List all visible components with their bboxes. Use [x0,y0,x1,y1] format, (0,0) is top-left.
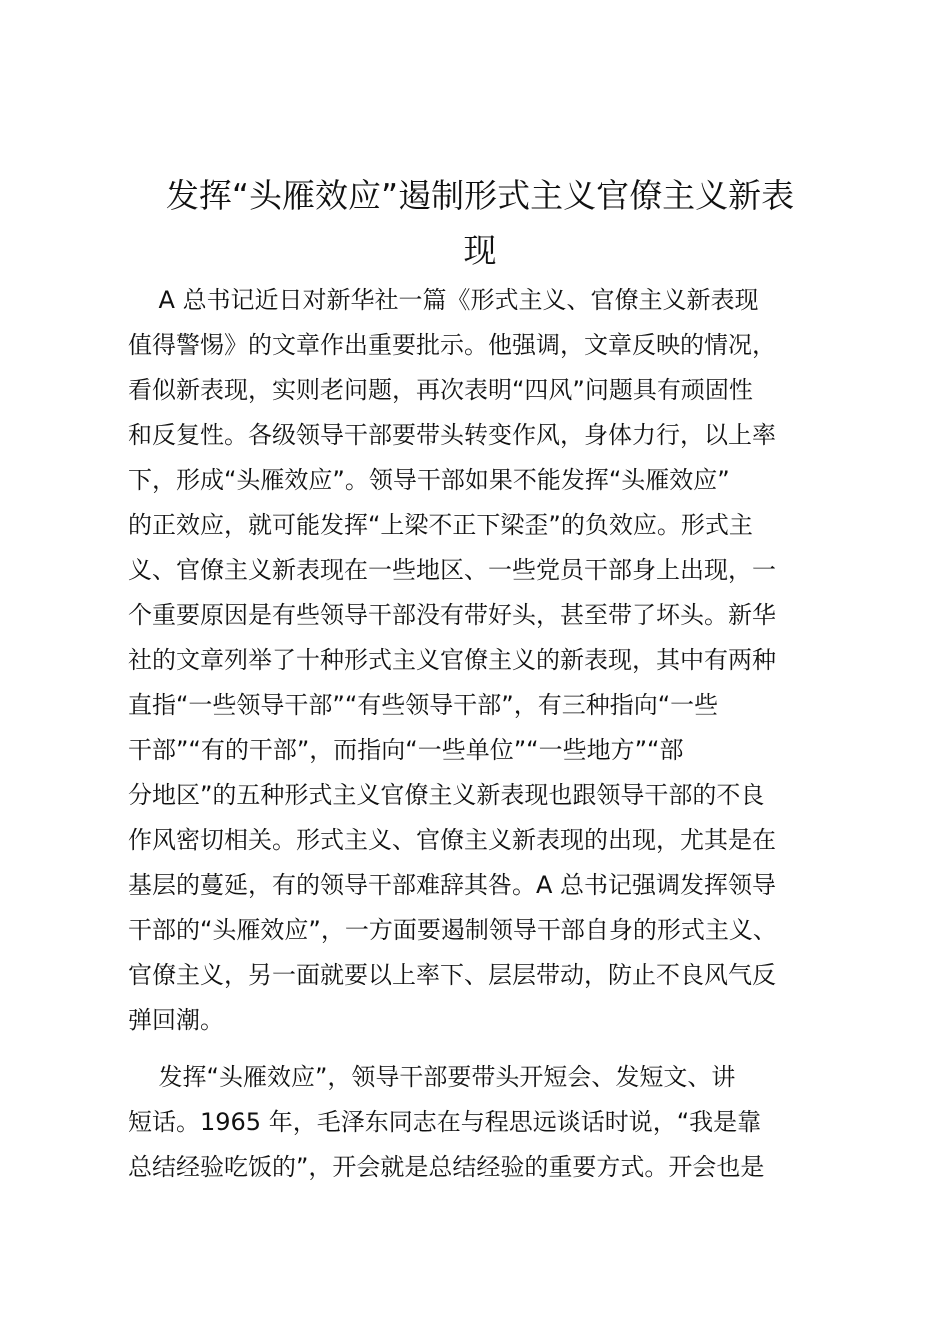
text-line: 干部”“有的干部”，而指向“一些单位”“一些地方”“部 [128,736,684,764]
text-line: 官僚主义，另一面就要以上率下、层层带动，防止不良风气反 [128,961,776,989]
document-title [110,168,850,278]
text-line: 作风密切相关。形式主义、官僚主义新表现的出现，尤其是在 [128,826,776,854]
title-line: 发挥“头雁效应”遏制形式主义官僚主义新表 [165,176,795,215]
document-body [128,278,868,1190]
text-line: 的正效应，就可能发挥“上梁不正下梁歪”的负效应。形式主 [128,511,753,539]
paragraph [128,278,868,1043]
text-line: 基层的蔓延，有的领导干部难辞其咎。A 总书记强调发挥领导 [128,871,777,899]
text-line: 下，形成“头雁效应”。领导干部如果不能发挥“头雁效应” [128,466,730,494]
text-line: A 总书记近日对新华社一篇《形式主义、官僚主义新表现 [128,286,759,314]
text-line: 值得警惕》的文章作出重要批示。他强调，文章反映的情况， [128,331,776,359]
text-line: 干部的“头雁效应”，一方面要遏制领导干部自身的形式主义、 [128,916,777,944]
text-line: 义、官僚主义新表现在一些地区、一些党员干部身上出现，一 [128,556,776,584]
text-line: 分地区”的五种形式主义官僚主义新表现也跟领导干部的不良 [128,781,765,809]
title-line: 现 [463,231,497,270]
text-line: 看似新表现，实则老问题，再次表明“四风”问题具有顽固性 [128,376,753,404]
text-line: 和反复性。各级领导干部要带头转变作风，身体力行，以上率 [128,421,776,449]
text-line: 社的文章列举了十种形式主义官僚主义的新表现，其中有两种 [128,646,776,674]
text-line: 短话。1965 年，毛泽东同志在与程思远谈话时说，“我是靠 [128,1108,762,1136]
text-line: 总结经验吃饭的”，开会就是总结经验的重要方式。开会也是 [128,1153,765,1181]
text-line: 弹回潮。 [128,1006,224,1034]
text-line: 直指“一些领导干部”“有些领导干部”，有三种指向“一些 [128,691,719,719]
paragraph [128,1055,868,1190]
text-line: 个重要原因是有些领导干部没有带好头，甚至带了坏头。新华 [128,601,776,629]
text-line: 发挥“头雁效应”，领导干部要带头开短会、发短文、讲 [128,1063,736,1091]
paragraph-spacing [128,1043,868,1055]
